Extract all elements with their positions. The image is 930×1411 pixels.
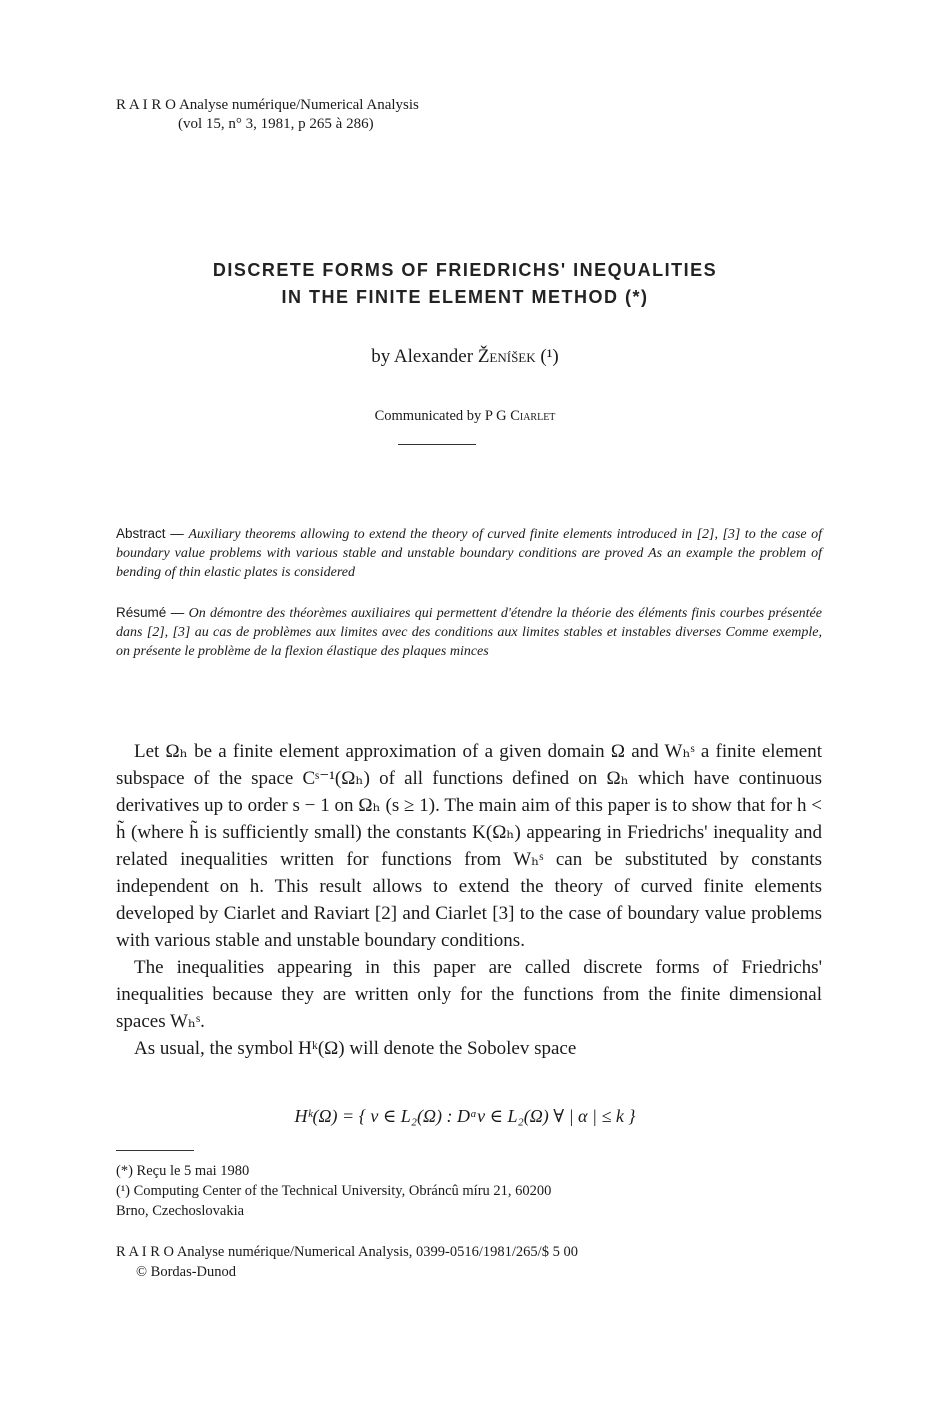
footnote-affiliation-city: Brno, Czechoslovakia	[116, 1203, 245, 1219]
paragraph-1: Let Ωₕ be a finite element approximation of a given domain Ω and Wₕˢ a finite element subspace of the space Cˢ⁻¹(Ωₕ) of all functions defined on Ωₕ which have continuous derivatives up to order s − 1 on Ωₕ (s ≥ 1). The main aim of this paper is to show that for h < h̃ (where h̃ is sufficiently small) the constants K(Ωₕ) appearing in Friedrichs' inequality and related inequalities written for functions from Wₕˢ can be substituted by constants independent on h. This result allows to extend the theory of curved finite elements developed by Ciarlet and Raviart [2] and Ciarlet [3] to the case of boundary value problems with various stable and unstable boundary conditions.	[116, 741, 822, 951]
copyright-line: © Bordas-Dunod	[136, 1264, 237, 1280]
abstract-label: Abstract —	[116, 526, 189, 541]
communicated-prefix: Communicated by P G	[374, 408, 507, 424]
communicated-by	[0, 408, 930, 425]
author-byline	[0, 346, 930, 368]
publication-info	[116, 1242, 578, 1282]
author-prefix: by Alexander	[371, 346, 474, 367]
footnote-received: (*) Reçu le 5 mai 1980	[116, 1163, 250, 1179]
author-surname: Ženíšek	[477, 346, 536, 367]
journal-header	[116, 96, 419, 134]
title-divider	[398, 444, 476, 445]
footnote-divider	[116, 1150, 194, 1151]
title-line-2: IN THE FINITE ELEMENT METHOD (*)	[281, 287, 649, 307]
footnotes	[116, 1161, 822, 1221]
resume-label: Résumé —	[116, 605, 189, 620]
footnote-affiliation: (¹) Computing Center of the Technical University, Obráncû míru 21, 60200	[116, 1183, 552, 1199]
title-line-1: DISCRETE FORMS OF FRIEDRICHS' INEQUALITIES	[212, 260, 718, 280]
abstract-text: Auxiliary theorems allowing to extend the theory of curved finite elements introduced in [2], [3] to the case of boundary value problems with various stable and unstable boundary conditions are proved As an example the problem of bending of thin elastic plates is considered	[116, 527, 822, 580]
body-text	[116, 738, 822, 1062]
communicated-name: Ciarlet	[510, 408, 556, 424]
resume	[116, 603, 822, 661]
journal-abbr: R A I R O	[116, 97, 177, 113]
resume-text: On démontre des théorèmes auxiliaires qui permettent d'étendre la théorie des éléments finis courbes présentée dans [2], [3] au cas de problèmes aux limites avec des conditions aux limites stables et instables diverses Comme exemple, on présente le problème de la flexion élastique des plaques minces	[116, 606, 822, 659]
paragraph-3: As usual, the symbol Hᵏ(Ω) will denote the Sobolev space	[134, 1038, 577, 1059]
publication-line: R A I R O Analyse numérique/Numerical Analysis, 0399-0516/1981/265/$ 5 00	[116, 1244, 578, 1260]
sobolev-equation: Hᵏ(Ω) = { v ∈ L₂(Ω) : Dᵅv ∈ L₂(Ω) ∀ | α | ≤ k }	[294, 1106, 636, 1126]
author-footnote-mark: (¹)	[540, 346, 559, 367]
paper-title	[0, 257, 930, 311]
journal-volume: (vol 15, n° 3, 1981, p 265 à 286)	[178, 116, 374, 132]
journal-name: Analyse numérique/Numerical Analysis	[178, 97, 419, 113]
abstract	[116, 524, 822, 582]
paragraph-2: The inequalities appearing in this paper are called discrete forms of Friedrichs' inequalities because they are written only for the functions from the finite dimensional spaces Wₕˢ.	[116, 957, 822, 1032]
